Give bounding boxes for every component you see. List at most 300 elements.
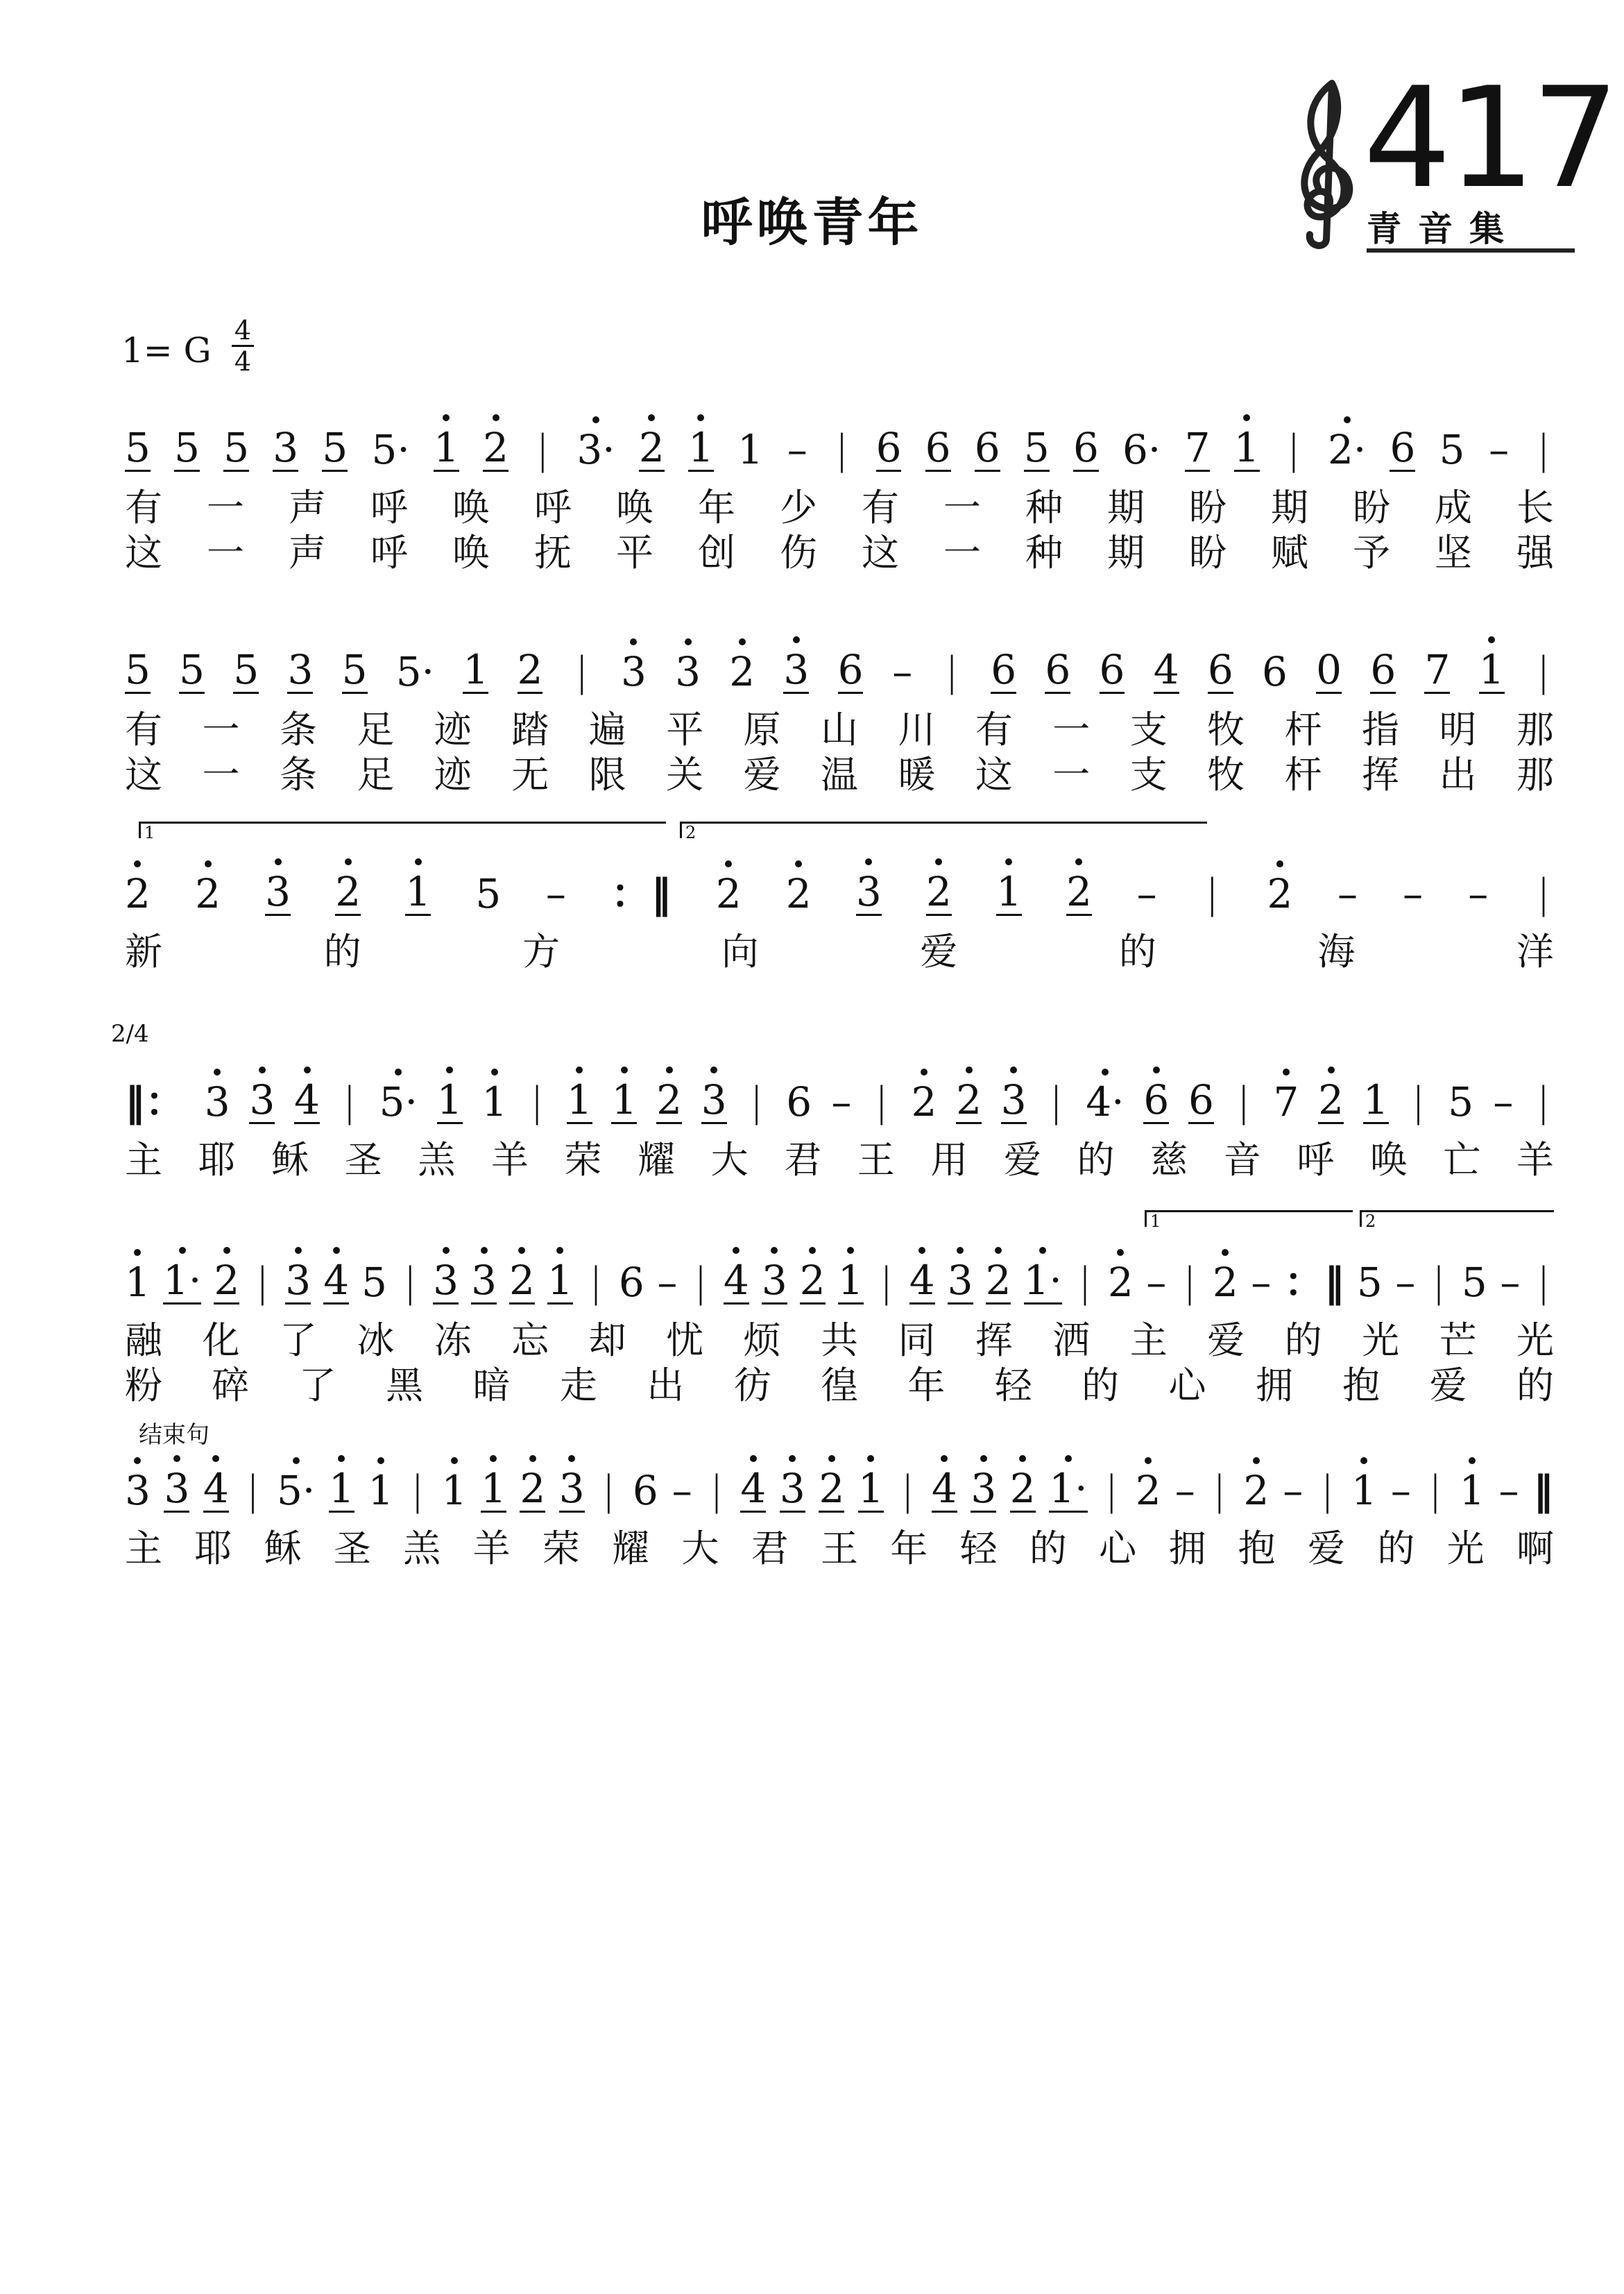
lyric-char: 足 bbox=[357, 708, 395, 751]
lyric-char: 原 bbox=[743, 708, 781, 751]
lyric-char: 的 bbox=[1377, 1527, 1415, 1570]
barline: | bbox=[1104, 1467, 1118, 1514]
lyric-char: 呼 bbox=[534, 486, 572, 529]
notation-line bbox=[125, 1429, 1554, 1513]
lyric-char: 一 bbox=[202, 708, 240, 751]
note: 5 bbox=[1356, 1259, 1383, 1306]
notation-line bbox=[125, 389, 1554, 472]
lyric-char: 盼 bbox=[1189, 531, 1226, 575]
note: 5· bbox=[277, 1454, 315, 1513]
barline: | bbox=[874, 1078, 889, 1125]
lyric-char: 踏 bbox=[511, 708, 549, 751]
lyric-char: 王 bbox=[857, 1138, 895, 1182]
dash-extension: – bbox=[1283, 1467, 1304, 1514]
lyric-char: 圣 bbox=[344, 1138, 382, 1182]
lyric-line-1 bbox=[125, 486, 1582, 530]
barline: | bbox=[343, 1078, 357, 1125]
lyric-char: 大 bbox=[710, 1138, 749, 1182]
note: 2 bbox=[1267, 858, 1292, 916]
note: 4 bbox=[1154, 634, 1179, 694]
lyric-char: 了 bbox=[279, 1318, 317, 1362]
lyric-char: 烦 bbox=[743, 1318, 781, 1362]
note: 5 bbox=[179, 634, 205, 694]
lyric-char: 羔 bbox=[418, 1138, 456, 1182]
lyric-char: 荣 bbox=[564, 1138, 602, 1182]
note: 1 bbox=[405, 856, 431, 916]
note: 5· bbox=[371, 426, 410, 473]
lyric-char: 川 bbox=[898, 708, 936, 751]
lyric-char: 赋 bbox=[1271, 531, 1308, 575]
dash-extension: – bbox=[545, 870, 566, 917]
barline: | bbox=[574, 648, 589, 695]
note: 1 bbox=[329, 1452, 354, 1513]
note: 6 bbox=[1143, 1064, 1169, 1124]
note: 1 bbox=[437, 1064, 463, 1124]
lyric-char: 出 bbox=[1439, 753, 1477, 797]
barline: | bbox=[900, 1467, 915, 1514]
note: 5· bbox=[395, 648, 435, 695]
lyric-char: 拥 bbox=[1255, 1363, 1293, 1407]
lyric-char: 一 bbox=[943, 531, 981, 575]
logo-subtitle: 青音集 bbox=[1367, 210, 1575, 253]
note: 2 bbox=[911, 1066, 937, 1124]
lyric-char: 那 bbox=[1516, 708, 1554, 751]
lyric-char: 平 bbox=[616, 531, 653, 575]
lyric-char: 慈 bbox=[1150, 1138, 1188, 1182]
publisher-logo bbox=[1290, 58, 1616, 257]
note: 2 bbox=[1318, 1064, 1344, 1124]
barline: | bbox=[589, 1259, 603, 1306]
note: 3 bbox=[780, 1452, 805, 1513]
lyric-char: 期 bbox=[1107, 486, 1145, 529]
note: 3 bbox=[164, 1452, 189, 1513]
barline: | bbox=[411, 1467, 425, 1514]
lyric-char: 洒 bbox=[1052, 1318, 1091, 1362]
lyric-char: 光 bbox=[1516, 1318, 1554, 1362]
lyric-char: 主 bbox=[125, 1527, 162, 1570]
note: 6 bbox=[1045, 634, 1070, 694]
note: 1 bbox=[441, 1454, 467, 1513]
barline: | bbox=[945, 648, 959, 695]
lyric-char: 盼 bbox=[1189, 486, 1226, 529]
note: 2 bbox=[1108, 1246, 1134, 1305]
note: 2 bbox=[518, 634, 543, 694]
lyric-char: 明 bbox=[1439, 708, 1477, 751]
dash-extension: – bbox=[1500, 1259, 1521, 1306]
lyric-char: 唤 bbox=[1369, 1138, 1408, 1182]
lyric-char: 一 bbox=[207, 531, 244, 575]
note: 6 bbox=[925, 411, 951, 472]
lyric-line-2 bbox=[125, 1363, 1624, 1408]
dash-extension: – bbox=[787, 426, 807, 473]
note: 3 bbox=[783, 634, 809, 694]
note: 6 bbox=[618, 1259, 644, 1306]
note: 3 bbox=[265, 856, 291, 916]
dash-extension: – bbox=[1251, 1259, 1272, 1306]
lyric-char: 这 bbox=[975, 753, 1013, 797]
lyric-char: 融 bbox=[125, 1318, 162, 1362]
lyric-char: 有 bbox=[125, 708, 162, 751]
note: 2 bbox=[926, 856, 952, 916]
dash-extension: – bbox=[1337, 870, 1358, 917]
lyric-char: 的 bbox=[323, 930, 361, 974]
lyric-char: 呼 bbox=[370, 531, 408, 575]
note: 2 bbox=[819, 1452, 844, 1513]
lyric-char: 羊 bbox=[1516, 1138, 1554, 1182]
lyric-char: 这 bbox=[125, 753, 162, 797]
note: 5 bbox=[475, 870, 502, 917]
lyric-char: 的 bbox=[1516, 1363, 1554, 1407]
note: 3 bbox=[433, 1244, 459, 1305]
lyric-char: 杆 bbox=[1284, 753, 1322, 797]
lyric-char: 忧 bbox=[666, 1318, 704, 1362]
lyric-char: 的 bbox=[1082, 1363, 1120, 1407]
note: 1· bbox=[163, 1244, 201, 1305]
note: 6 bbox=[1262, 648, 1288, 695]
lyric-char: 荣 bbox=[542, 1527, 580, 1570]
lyric-char: 主 bbox=[125, 1138, 162, 1182]
lyric-char: 向 bbox=[721, 930, 759, 974]
note: 5 bbox=[361, 1259, 388, 1306]
lyric-char: 的 bbox=[1077, 1138, 1115, 1182]
barline: | bbox=[1537, 426, 1550, 473]
lyric-char: 坚 bbox=[1435, 531, 1472, 575]
lyric-char: 一 bbox=[207, 486, 244, 529]
note: 1 bbox=[611, 1064, 637, 1124]
volta-number: 1 bbox=[144, 823, 155, 842]
note: 1 bbox=[125, 1246, 151, 1305]
barline: | bbox=[1049, 1078, 1063, 1125]
note: 3 bbox=[125, 1454, 151, 1513]
lyric-char: 耀 bbox=[638, 1138, 676, 1182]
note: 5 bbox=[174, 411, 200, 472]
lyric-char: 无 bbox=[511, 753, 549, 797]
note: 5 bbox=[233, 634, 259, 694]
note: 1 bbox=[463, 634, 488, 694]
note: 0 bbox=[1316, 634, 1342, 694]
lyric-char: 温 bbox=[820, 753, 858, 797]
barline: ‖ bbox=[1533, 1467, 1554, 1514]
volta-bracket bbox=[139, 822, 666, 824]
lyric-char: 的 bbox=[1284, 1318, 1322, 1362]
note: 1 bbox=[838, 1244, 864, 1305]
lyric-char: 羔 bbox=[403, 1527, 441, 1570]
note: 1 bbox=[858, 1452, 884, 1513]
lyric-line-1 bbox=[125, 1527, 1582, 1571]
note: 1 bbox=[547, 1244, 573, 1305]
lyric-char: 条 bbox=[279, 753, 317, 797]
lyric-char: 爱 bbox=[1308, 1527, 1346, 1570]
lyric-char: 出 bbox=[647, 1363, 685, 1407]
note: 1 bbox=[434, 411, 459, 472]
dash-extension: – bbox=[892, 648, 913, 695]
note: 1 bbox=[688, 411, 714, 472]
lyric-char: 了 bbox=[298, 1363, 336, 1407]
note: 6 bbox=[975, 411, 1000, 472]
lyric-char: 爱 bbox=[743, 753, 781, 797]
note: 4 bbox=[323, 1244, 349, 1305]
note: 6 bbox=[632, 1467, 658, 1514]
volta-bracket bbox=[680, 822, 1207, 824]
dash-extension: – bbox=[1390, 1467, 1411, 1514]
note: 4 bbox=[932, 1452, 957, 1513]
volta-number: 1 bbox=[1150, 1212, 1161, 1231]
lyric-char: 声 bbox=[289, 486, 326, 529]
dash-extension: – bbox=[1136, 870, 1157, 917]
barline: | bbox=[1537, 870, 1550, 917]
note: 6· bbox=[1122, 426, 1161, 473]
note: 1 bbox=[1479, 634, 1505, 694]
barline: ：‖ bbox=[1283, 1259, 1344, 1306]
treble-clef-icon bbox=[1290, 76, 1367, 250]
note: 4· bbox=[1086, 1066, 1124, 1124]
barline: | bbox=[530, 1078, 544, 1125]
note: 3 bbox=[287, 634, 313, 694]
volta-bracket bbox=[1145, 1210, 1353, 1212]
note: 1 bbox=[1351, 1454, 1377, 1513]
note: 2· bbox=[1328, 414, 1366, 472]
lyric-char: 这 bbox=[125, 531, 162, 575]
note: 5 bbox=[125, 634, 151, 694]
note: 7 bbox=[1424, 634, 1450, 694]
barline: | bbox=[403, 1259, 417, 1306]
note: 6 bbox=[1208, 634, 1233, 694]
lyric-char: 拥 bbox=[1168, 1527, 1206, 1570]
lyric-char: 平 bbox=[666, 708, 704, 751]
lyric-char: 新 bbox=[125, 930, 162, 974]
lyric-char: 暗 bbox=[472, 1363, 511, 1407]
lyric-char: 同 bbox=[898, 1318, 936, 1362]
lyric-char: 盼 bbox=[1353, 486, 1390, 529]
lyric-char: 牧 bbox=[1207, 708, 1245, 751]
barline: | bbox=[749, 1078, 764, 1125]
lyric-char: 一 bbox=[202, 753, 240, 797]
note: 1 bbox=[1363, 1064, 1389, 1124]
dash-extension: – bbox=[1489, 426, 1510, 473]
note: 2 bbox=[214, 1244, 239, 1305]
lyric-char: 支 bbox=[1129, 708, 1168, 751]
key-signature: 1= G bbox=[121, 330, 212, 371]
lyric-char: 用 bbox=[930, 1138, 968, 1182]
lyric-char: 轻 bbox=[959, 1527, 998, 1570]
dash-extension: – bbox=[1395, 1259, 1416, 1306]
notation-line bbox=[125, 833, 1554, 916]
note: 2 bbox=[195, 858, 221, 916]
lyric-char: 唤 bbox=[616, 486, 653, 529]
lyric-char: 那 bbox=[1516, 753, 1554, 797]
lyric-char: 呼 bbox=[370, 486, 408, 529]
note: 2 bbox=[509, 1244, 535, 1305]
lyric-char: 爱 bbox=[920, 930, 958, 974]
lyric-char: 稣 bbox=[271, 1138, 309, 1182]
note: 3 bbox=[948, 1244, 973, 1305]
note: 5 bbox=[1461, 1259, 1487, 1306]
barline: | bbox=[1537, 1259, 1550, 1306]
time-denominator: 4 bbox=[234, 346, 252, 377]
note: 3 bbox=[205, 1066, 230, 1124]
lyric-char: 君 bbox=[784, 1138, 822, 1182]
lyric-line-1 bbox=[125, 1138, 1582, 1182]
barline: | bbox=[1205, 870, 1219, 917]
note: 3 bbox=[1001, 1064, 1027, 1124]
note: 5 bbox=[1439, 426, 1465, 473]
lyric-char: 黑 bbox=[386, 1363, 424, 1407]
barline: | bbox=[1212, 1467, 1226, 1514]
note: 1 bbox=[996, 856, 1022, 916]
barline: | bbox=[1428, 1467, 1442, 1514]
lyric-char: 冰 bbox=[357, 1318, 395, 1362]
note: 4 bbox=[909, 1244, 935, 1305]
lyric-line-2 bbox=[125, 753, 1582, 797]
lyric-char: 杆 bbox=[1284, 708, 1322, 751]
lyric-char: 耶 bbox=[194, 1527, 232, 1570]
note: 5 bbox=[125, 411, 151, 472]
lyric-char: 期 bbox=[1107, 531, 1145, 575]
note: 2 bbox=[520, 1452, 545, 1513]
lyric-char: 挥 bbox=[975, 1318, 1013, 1362]
note: 3 bbox=[701, 1064, 727, 1124]
note: 3 bbox=[971, 1452, 996, 1513]
note: 2 bbox=[786, 858, 812, 916]
barline: ：‖ bbox=[610, 870, 672, 917]
lyric-char: 年 bbox=[698, 486, 735, 529]
dash-extension: – bbox=[831, 1078, 852, 1125]
lyric-char: 啊 bbox=[1516, 1527, 1554, 1570]
lyric-char: 音 bbox=[1223, 1138, 1261, 1182]
lyric-char: 关 bbox=[666, 753, 704, 797]
volta-number: 2 bbox=[685, 823, 696, 842]
note: 6 bbox=[1073, 411, 1099, 472]
note: 5 bbox=[342, 634, 368, 694]
barline: ‖： bbox=[125, 1078, 186, 1125]
barline: | bbox=[246, 1467, 260, 1514]
lyric-char: 海 bbox=[1317, 930, 1356, 974]
lyric-char: 一 bbox=[1052, 753, 1091, 797]
note: 1 bbox=[737, 426, 763, 473]
time-signature bbox=[229, 316, 257, 376]
lyric-char: 种 bbox=[1025, 531, 1063, 575]
note: 1 bbox=[368, 1454, 393, 1513]
note: 1· bbox=[1049, 1452, 1087, 1513]
note: 3 bbox=[856, 856, 882, 916]
note: 7 bbox=[1273, 1066, 1299, 1124]
lyric-char: 化 bbox=[202, 1318, 240, 1362]
note: 4 bbox=[724, 1244, 749, 1305]
lyric-char: 轻 bbox=[994, 1363, 1032, 1407]
note: 2 bbox=[986, 1244, 1011, 1305]
barline: | bbox=[710, 1467, 724, 1514]
meter-label: 2/4 bbox=[111, 1020, 149, 1048]
dash-extension: – bbox=[1468, 870, 1489, 917]
note: 5 bbox=[1448, 1078, 1474, 1125]
lyric-char: 耀 bbox=[612, 1527, 650, 1570]
lyric-char: 条 bbox=[279, 708, 317, 751]
note: 1 bbox=[1460, 1454, 1485, 1513]
lyric-char: 爱 bbox=[1207, 1318, 1245, 1362]
lyric-char: 抚 bbox=[534, 531, 572, 575]
note: 5 bbox=[322, 411, 348, 472]
dash-extension: – bbox=[672, 1467, 692, 1514]
note: 4 bbox=[294, 1064, 320, 1124]
lyric-char: 山 bbox=[820, 708, 858, 751]
lyric-char: 成 bbox=[1435, 486, 1472, 529]
lyric-char: 一 bbox=[1052, 708, 1091, 751]
lyric-char: 羊 bbox=[472, 1527, 511, 1570]
lyric-char: 碎 bbox=[212, 1363, 250, 1407]
lyric-char: 爱 bbox=[1429, 1363, 1467, 1407]
lyric-char: 大 bbox=[681, 1527, 719, 1570]
lyric-char: 芒 bbox=[1439, 1318, 1477, 1362]
barline: | bbox=[255, 1259, 270, 1306]
note: 1 bbox=[481, 1452, 506, 1513]
note: 6 bbox=[876, 411, 902, 472]
note: 2 bbox=[656, 1064, 682, 1124]
note: 6 bbox=[1370, 634, 1396, 694]
logo-number: 417 bbox=[1363, 58, 1616, 219]
barline: | bbox=[601, 1467, 616, 1514]
lyric-char: 的 bbox=[1118, 930, 1156, 974]
lyric-char: 抱 bbox=[1238, 1527, 1276, 1570]
lyric-char: 洋 bbox=[1516, 930, 1554, 974]
note: 2 bbox=[335, 856, 361, 916]
note: 2 bbox=[956, 1064, 982, 1124]
lyric-char: 足 bbox=[357, 753, 395, 797]
lyric-char: 粉 bbox=[125, 1363, 162, 1407]
note: 4 bbox=[740, 1452, 766, 1513]
lyric-char: 亡 bbox=[1443, 1138, 1481, 1182]
lyric-char: 迹 bbox=[434, 753, 472, 797]
dash-extension: – bbox=[1146, 1259, 1167, 1306]
lyric-char: 有 bbox=[862, 486, 899, 529]
note: 3 bbox=[621, 636, 647, 694]
barline: | bbox=[1411, 1078, 1426, 1125]
barline: | bbox=[1536, 1078, 1550, 1125]
notation-line bbox=[125, 1041, 1554, 1124]
lyric-char: 光 bbox=[1446, 1527, 1485, 1570]
note: 2 bbox=[1243, 1454, 1269, 1513]
barline: | bbox=[1320, 1467, 1335, 1514]
lyric-char: 有 bbox=[125, 486, 162, 529]
note: 3 bbox=[249, 1064, 275, 1124]
note: 2 bbox=[1066, 856, 1092, 916]
note: 3· bbox=[576, 414, 615, 472]
lyric-line-1 bbox=[125, 930, 1624, 974]
note: 4 bbox=[203, 1452, 229, 1513]
lyric-line-1 bbox=[125, 708, 1582, 752]
lyric-char: 支 bbox=[1129, 753, 1168, 797]
barline: | bbox=[1183, 1259, 1197, 1306]
note: 6 bbox=[838, 634, 864, 694]
lyric-line-2 bbox=[125, 531, 1582, 575]
lyric-char: 唤 bbox=[452, 486, 490, 529]
lyric-char: 稣 bbox=[264, 1527, 302, 1570]
dash-extension: – bbox=[1403, 870, 1424, 917]
lyric-char: 耶 bbox=[198, 1138, 236, 1182]
lyric-char: 王 bbox=[820, 1527, 858, 1570]
lyric-char: 暖 bbox=[898, 753, 936, 797]
note: 2 bbox=[729, 636, 755, 694]
song-title: 呼唤青年 bbox=[701, 193, 923, 253]
lyric-char: 共 bbox=[820, 1318, 858, 1362]
note: 2 bbox=[1010, 1452, 1036, 1513]
lyric-char: 却 bbox=[588, 1318, 626, 1362]
lyric-char: 一 bbox=[943, 486, 981, 529]
lyric-char: 方 bbox=[522, 930, 561, 974]
dash-extension: – bbox=[1493, 1078, 1514, 1125]
barline: | bbox=[1432, 1259, 1446, 1306]
lyric-char: 心 bbox=[1168, 1363, 1206, 1407]
note: 2 bbox=[716, 858, 742, 916]
